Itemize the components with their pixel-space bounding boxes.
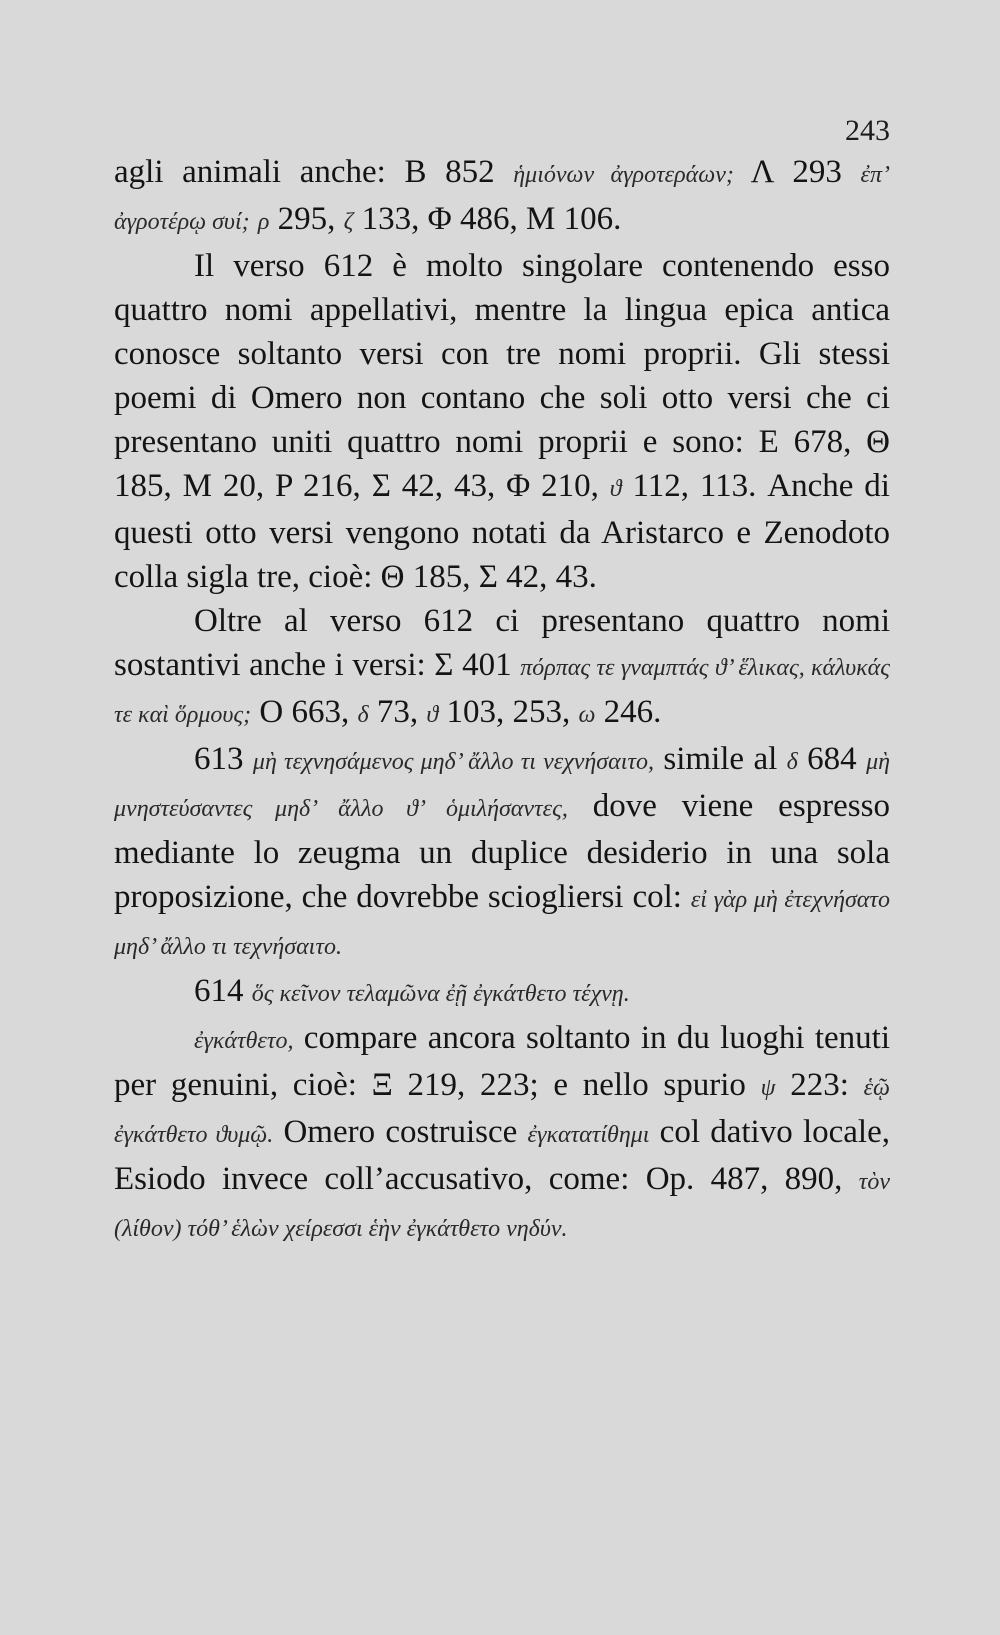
page-text-body xyxy=(114,150,890,1251)
greek-citation: ϑ xyxy=(609,476,622,502)
text-segment: 295, xyxy=(269,201,344,237)
text-segment: Il verso 612 è molto singolare contenendo esso quattro nomi appellativi, mentre la lingua epica antica conosce soltanto versi con tre nomi proprii. Gli stessi poemi di Omero non contano che soli otto versi che ci presentano uniti quattro nomi proprii e sono: E 678, Θ 185, M 20, P 216, Σ 42, 43, Φ 210, xyxy=(114,248,890,504)
greek-citation: πόρπας τε γναμπτάς ϑ’ ἕλικας, κάλυκάς τε καὶ ὅρμους; xyxy=(114,655,891,728)
greek-citation: ϑ xyxy=(426,702,439,728)
greek-citation: μὴ μνηστεύσαντες μηδ’ ἄλλο ϑ’ ὁμιλήσαντες, xyxy=(114,749,891,822)
greek-citation: ρ xyxy=(257,209,270,235)
greek-citation: δ xyxy=(786,749,798,775)
greek-citation: ἐγκατατίθημι xyxy=(527,1122,650,1148)
greek-citation: τὸν (λίθον) τόθ’ ἑλὼν χείρεσσι ἑὴν ἐγκάτθετο νηδύν. xyxy=(114,1169,890,1242)
text-segment: 73, xyxy=(368,694,427,730)
paragraph xyxy=(114,1016,890,1251)
greek-citation: δ xyxy=(357,702,369,728)
text-segment: 133, Φ 486, M 106. xyxy=(353,201,622,237)
text-segment: O 663, xyxy=(251,694,358,730)
text-segment xyxy=(250,201,258,237)
text-segment: 684 xyxy=(797,741,867,777)
greek-citation: ψ xyxy=(760,1075,776,1101)
paragraph xyxy=(114,599,890,737)
text-segment: Oltre al verso 612 ci presentano quattro nomi sostantivi anche i versi: Σ 401 xyxy=(114,603,890,683)
text-segment: col dativo locale, Esiodo invece coll’accusativo, come: Op. 487, 890, xyxy=(114,1114,890,1197)
greek-citation: ἑῷ ἐγκάτθετο ϑυμῷ. xyxy=(114,1075,890,1148)
greek-citation: ἐπ’ ἀγροτέρῳ συί; xyxy=(114,162,890,235)
text-segment: 112, 113. Anche di questi otto versi vengono notati da Aristarco e Zenodoto colla sigla tre, cioè: Θ 185, Σ 42, 43. xyxy=(114,468,890,595)
text-segment: agli animali anche: B 852 xyxy=(114,154,514,190)
greek-citation: ἡμιόνων ἀγροτεράων; xyxy=(513,162,734,188)
greek-citation: ὅς κεῖνον τελαμῶνα ἐῇ ἐγκάτθετο τέχνῃ. xyxy=(251,981,630,1007)
text-segment: 246. xyxy=(595,694,662,730)
text-segment: Λ 293 xyxy=(733,154,861,190)
paragraph xyxy=(114,969,890,1016)
paragraph xyxy=(114,150,890,244)
text-segment: compare ancora soltanto in du luoghi tenuti per genuini, cioè: Ξ 219, 223; e nello spurio xyxy=(114,1020,890,1103)
paragraph xyxy=(114,737,890,969)
text-segment: 613 xyxy=(194,741,253,777)
text-segment: 614 xyxy=(194,973,252,1009)
greek-citation: ἐγκάτθετο, xyxy=(194,1028,294,1054)
text-segment: simile al xyxy=(654,741,787,777)
text-segment: 223: xyxy=(775,1067,864,1103)
greek-citation: εἰ γὰρ μὴ ἐτεχνήσατο μηδ’ ἄλλο τι τεχνήσαιτο. xyxy=(114,887,890,960)
text-segment: Omero costruisce xyxy=(273,1114,528,1150)
paragraph xyxy=(114,244,890,599)
greek-citation: ζ xyxy=(343,209,354,235)
text-segment: dove viene espresso mediante lo zeugma un duplice desiderio in una sola proposizione, che dovrebbe sciogliersi col: xyxy=(114,788,890,915)
greek-citation: μὴ τεχνησάμενος μηδ’ ἄλλο τι νεχνήσαιτο, xyxy=(252,749,655,775)
text-segment: 103, 253, xyxy=(438,694,579,730)
page-number: 243 xyxy=(845,114,890,147)
greek-citation: ω xyxy=(578,702,596,728)
